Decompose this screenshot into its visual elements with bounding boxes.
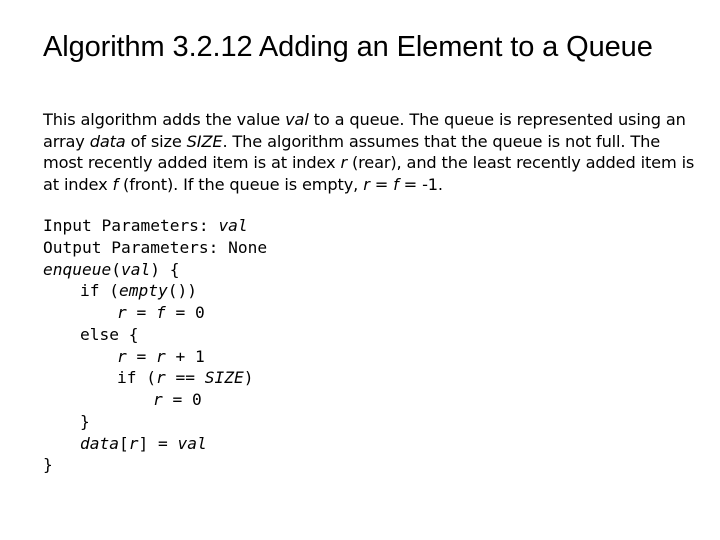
input-parameters-line	[43, 215, 267, 237]
assign-zero: = 0	[165, 303, 205, 322]
enqueue-name: enqueue	[43, 259, 112, 279]
desc-text-4: . The algorithm assumes that the queue is not full. The most recently added item is at index	[43, 131, 661, 172]
enqueue-param: val	[120, 259, 151, 279]
assign-zero-line	[43, 302, 267, 324]
desc-text-7: =	[369, 174, 394, 194]
if-empty-line	[43, 280, 267, 302]
desc-text-5: (rear), and the least recently added item is at index	[43, 153, 695, 194]
if-close: ())	[167, 281, 197, 301]
func-close: }	[43, 455, 53, 475]
input-val: val	[218, 216, 248, 235]
desc-var-data: data	[89, 131, 126, 151]
assign-r: r	[117, 303, 127, 322]
empty-name: empty	[118, 281, 168, 301]
else-line	[43, 324, 267, 346]
if2-close: )	[243, 368, 254, 388]
desc-text-2: to a queue. The queue is represented using an array	[43, 110, 686, 151]
desc-var-size: SIZE	[186, 131, 223, 151]
desc-var-r: r	[340, 153, 347, 172]
inc-r: r	[117, 346, 127, 366]
else-open: else {	[80, 324, 139, 344]
store-r: r	[128, 433, 139, 453]
enqueue-signature-line	[43, 259, 267, 281]
store-val: val	[177, 433, 207, 453]
if2-open: if (	[117, 368, 156, 388]
desc-var-val: val	[285, 110, 309, 129]
enqueue-close: ) {	[150, 259, 180, 279]
desc-var-r2: r	[363, 174, 370, 194]
store-data: data	[80, 433, 119, 453]
store-lb: [	[118, 433, 129, 453]
if-size-line	[43, 367, 267, 389]
desc-text-6: (front). If the queue is empty,	[118, 174, 364, 194]
description-paragraph	[43, 109, 703, 195]
increment-line	[43, 346, 267, 368]
inc-r2: r	[156, 346, 166, 366]
assign-f: f	[156, 303, 166, 322]
desc-var-f: f	[112, 174, 119, 194]
store-rb: ] =	[138, 433, 178, 453]
if2-r: r	[155, 368, 166, 388]
store-line	[43, 433, 267, 455]
inc-eq: =	[126, 346, 156, 366]
if2-eqeq: ==	[165, 368, 205, 388]
if2-size: SIZE	[204, 368, 244, 388]
else-close-line	[43, 411, 267, 433]
desc-text-1: This algorithm adds the value	[43, 110, 286, 129]
function-close-line	[43, 454, 267, 476]
output-label: Output Parameters: None	[43, 237, 268, 257]
wrap-zero: = 0	[162, 390, 202, 409]
pseudocode-block	[43, 215, 267, 476]
slide-title: Algorithm 3.2.12 Adding an Element to a Queue	[43, 31, 653, 63]
output-parameters-line	[43, 237, 267, 259]
wrap-r: r	[153, 390, 163, 409]
desc-text-8: = -1.	[398, 174, 443, 194]
desc-text-3: of size	[125, 131, 187, 151]
desc-var-f2: f	[393, 174, 399, 194]
input-label: Input Parameters:	[43, 216, 219, 235]
else-close: }	[80, 411, 90, 431]
wrap-zero-line	[43, 389, 267, 411]
inc-plus: + 1	[165, 346, 205, 366]
assign-eq1: =	[126, 303, 156, 322]
if-open: if (	[80, 281, 119, 301]
enqueue-open: (	[111, 259, 121, 279]
